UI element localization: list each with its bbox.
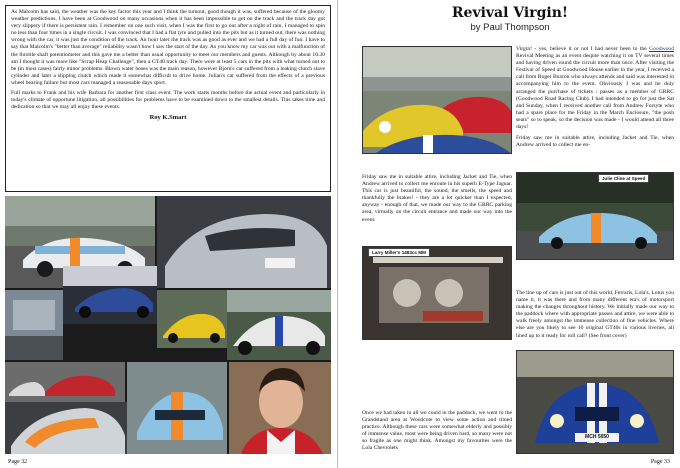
photo-collage — [5, 196, 331, 454]
goodwood-link[interactable]: Goodwood — [649, 46, 674, 52]
photo-blue-car-front — [516, 350, 674, 454]
friday-text-a: Friday saw me in suitable attire, including Jacket and Tie, when Andrew arrived to collect me en- — [516, 135, 674, 149]
paragraph-2: Full marks to Frank and his wife Barbara for another first class event. The work starts months before the actual event and particularly in today's climate of opportune litigation, all possibilities for problems have to be examined down to the smallest details. This takes time and dedication so that we may all enjoy these events. — [11, 90, 325, 111]
photo-silver-gulf-car — [5, 402, 127, 454]
photo-julie-cline — [516, 172, 674, 260]
photo-building — [5, 290, 63, 360]
photo-man-portrait — [229, 362, 331, 454]
photo-gulf-gt40-front — [127, 362, 227, 454]
lineup-text: The line up of cars is just out of this world, Ferraris, Lola's, Lotus you name it, it was there and from many different era's of motorsport making the changes throughout history. We initially made our way to the paddock where with appropriate passes and attire, we were able to walk freely amongst the immense collection of fine vehicles. Where else are you likely to see 10 original GT40s in various liveries, all lined up to it ready for roll call? (See front cover) — [516, 290, 674, 339]
intro-text: Virgin! - yes, believe it or not I had never been to the Goodwood Revival Meeting as an event despite watching it on TV several times and having driven round the circuit more than once. After visiting the Festival of Speed at Goodwood House earlier in the year, I received a call from Roger Buxton who always attends and said was interested in accompanying him to the event. Obviously I was and he duly arranged the purchase of tickets / passes as a member of GRRC (Goodwood Road Racing Club). I had intended to go for just the Sat and Sunday, when I received another call from Andrew Forsyte who had a spare place for the Friday in the March Enclosure, "the posh seats" so to speak, so the decision was made - I would attend all three days! Friday saw me in suitable attire, including Jacket and Tie, when Andrew arrived to collect me en- — [516, 46, 674, 149]
grandstand-text: Once we had taken in all we could in the paddock, we went to the Grandstand area at Woodcote to view some action and timed practice. Although these cars were somewhat elderly and possibly of immense value, most were being driven hard, so many were not so fragile as one might think. Amongst my favourites were the Lola Chevrolets — [362, 410, 512, 452]
license-plate: MCH 5050 — [585, 434, 609, 440]
photo-yellow-car — [157, 290, 227, 348]
friday-text: Friday saw me in suitable attire, including Jacket and Tie, when Andrew arrived to collect me enroute in his superb E-Type Jaguar. This car is just beautiful, the sound, the smells, the speed and thankfully the brakes! - they are a lot quicker than I expected, anyway - enough of that, we made our way to the GRRC parking area, virtually on the circuit entrance and made our way into the event. — [362, 174, 512, 223]
photo-paddock-gt40s — [362, 46, 512, 154]
signature: Roy K.Smart — [149, 114, 187, 122]
collage-svg — [5, 196, 331, 454]
right-page — [340, 0, 680, 468]
photo-engine — [362, 246, 512, 340]
photo-white-gt40-paddock — [227, 290, 331, 360]
page-number-left: Page 32 — [8, 459, 28, 465]
article-title: Revival Virgin! — [451, 5, 569, 21]
article-text-box — [5, 5, 331, 192]
page-number-right: Page 33 — [650, 459, 670, 465]
photo-silver-car — [157, 196, 331, 288]
photo-blue-gt40 — [63, 266, 157, 324]
caption-larry-miller: Larry Miller's 1483cc MM — [368, 248, 430, 257]
article-byline: by Paul Thompson — [470, 22, 550, 33]
photo-red-car — [5, 362, 125, 402]
left-page — [0, 0, 338, 468]
paragraph-1: As Malcolm has said, the weather was the key factor this year and I think the turnout, good though it was, suffered because of the gloomy weather predictions. I have been at Goodwood on many occasions when it has been impossible to get on the track and the track day got very slippery if there is persistent rain. I remember on one such visit, when I was the first to go out after a night of rain, I managed to spin no less than four times in a single circuit. I was convinced that I had a flat tyre and pulled into the pits but as it turned out, there was nothing wrong with the car, it was just the condition of the track. An hour later the track was as good as ever and we had a full day of fun. I have to say that Malcolm's "better than average" reliability wasn't how I saw the start of the day. As you know my car was out with a malfunction of the throttle shaft potentiometer and this gave me a better than usual opportunity to meet our members and guests. Although by about 10.30 am I thought it was more like "Scrap Heap Challenge", then a GT40 track day. There were at least 5 cars in the pits with what turned out to be (in most cases) fairly minor problems. Blown water hoses was the main reason, however Bjorn's car suffered from a leaking clutch slave cylinder and later a slipping clutch which made it somewhat difficult to drive home. Julian's car suffered from the effects of a previous wheel bearing failure but most cars managed a reasonable days sport. — [11, 9, 325, 86]
caption-julie-cline: Julie Cline at Speed — [598, 174, 649, 183]
